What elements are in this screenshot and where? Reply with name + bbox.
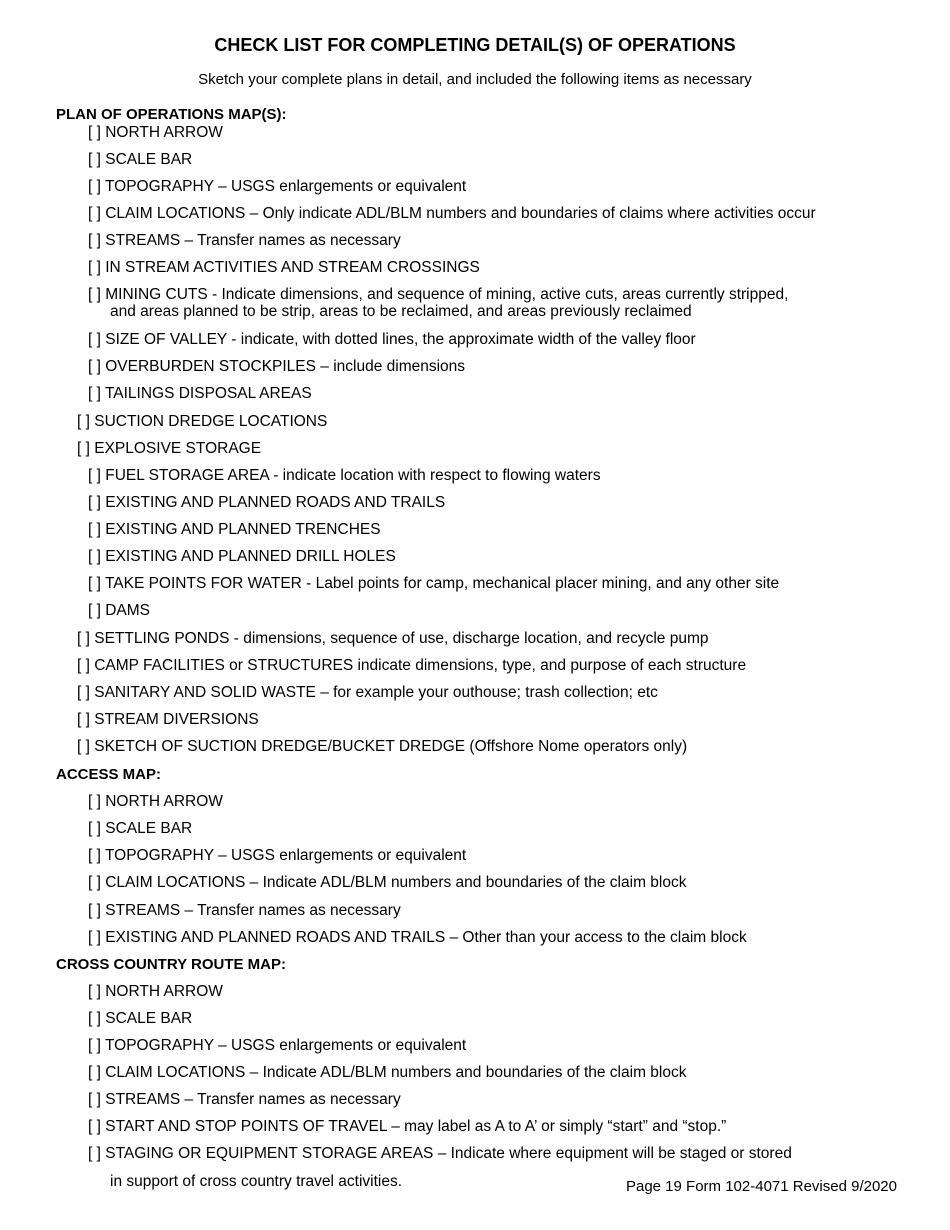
checklist-item[interactable]: [ ] SUCTION DREDGE LOCATIONS [77, 413, 328, 430]
section-heading-cross-country: CROSS COUNTRY ROUTE MAP: [56, 956, 287, 973]
checkbox[interactable]: [ ] [88, 1064, 101, 1081]
checkbox[interactable]: [ ] [77, 684, 90, 701]
checklist-item[interactable]: [ ] CLAIM LOCATIONS – Only indicate ADL/BLM numbers and boundaries of claims where activities occur [88, 205, 816, 222]
checkbox[interactable]: [ ] [88, 1037, 101, 1054]
checkbox[interactable]: [ ] [88, 1010, 101, 1027]
section-heading-plan: PLAN OF OPERATIONS MAP(S): [56, 106, 287, 123]
checklist-item[interactable]: [ ] EXISTING AND PLANNED ROADS AND TRAILS – Other than your access to the claim block [88, 929, 747, 946]
checkbox[interactable]: [ ] [88, 929, 101, 946]
page-subtitle: Sketch your complete plans in detail, and included the following items as necessary [198, 71, 752, 88]
checklist-item[interactable]: [ ] STREAMS – Transfer names as necessary [88, 1091, 401, 1108]
checkbox[interactable]: [ ] [88, 124, 101, 141]
checkbox[interactable]: [ ] [88, 467, 101, 484]
checkbox[interactable]: [ ] [77, 738, 90, 755]
checkbox[interactable]: [ ] [77, 630, 90, 647]
checklist-item[interactable]: [ ] IN STREAM ACTIVITIES AND STREAM CROSSINGS [88, 259, 480, 276]
checklist-item[interactable]: [ ] SCALE BAR [88, 820, 193, 837]
checkbox[interactable]: [ ] [88, 793, 101, 810]
checklist-item[interactable]: [ ] CLAIM LOCATIONS – Indicate ADL/BLM numbers and boundaries of the claim block [88, 1064, 687, 1081]
checklist-item[interactable]: [ ] NORTH ARROW [88, 124, 223, 141]
section-heading-access: ACCESS MAP: [56, 766, 162, 783]
checkbox[interactable]: [ ] [88, 385, 101, 402]
checklist-item[interactable]: [ ] TAKE POINTS FOR WATER - Label points for camp, mechanical placer mining, and any other site [88, 575, 780, 592]
checkbox[interactable]: [ ] [88, 874, 101, 891]
checkbox[interactable]: [ ] [88, 820, 101, 837]
checkbox[interactable]: [ ] [88, 521, 101, 538]
checklist-item[interactable]: [ ] SCALE BAR [88, 1010, 193, 1027]
checklist-item[interactable]: [ ] EXISTING AND PLANNED TRENCHES [88, 521, 381, 538]
checkbox[interactable]: [ ] [88, 358, 101, 375]
checkbox[interactable]: [ ] [88, 205, 101, 222]
checkbox[interactable]: [ ] [88, 1091, 101, 1108]
checkbox[interactable]: [ ] [88, 286, 101, 303]
checklist-item[interactable]: [ ] STAGING OR EQUIPMENT STORAGE AREAS – Indicate where equipment will be staged or stored [88, 1145, 792, 1162]
checklist-item[interactable]: [ ] MINING CUTS - Indicate dimensions, and sequence of mining, active cuts, areas currently stripped, and areas planned to be strip, areas to be reclaimed, and areas previously reclaimed [88, 286, 789, 320]
checkbox[interactable]: [ ] [77, 413, 90, 430]
checkbox[interactable]: [ ] [88, 331, 101, 348]
checklist-item[interactable]: [ ] NORTH ARROW [88, 983, 223, 1000]
checklist-item[interactable]: [ ] NORTH ARROW [88, 793, 223, 810]
checkbox[interactable]: [ ] [88, 548, 101, 565]
checklist-item[interactable]: [ ] STREAMS – Transfer names as necessary [88, 902, 401, 919]
checklist-item[interactable]: [ ] SCALE BAR [88, 151, 193, 168]
checkbox[interactable]: [ ] [88, 259, 101, 276]
checklist-item[interactable]: [ ] EXISTING AND PLANNED DRILL HOLES [88, 548, 396, 565]
checkbox[interactable]: [ ] [88, 847, 101, 864]
checkbox[interactable]: [ ] [77, 711, 90, 728]
checkbox[interactable]: [ ] [88, 1118, 101, 1135]
checkbox[interactable]: [ ] [88, 494, 101, 511]
checklist-item[interactable]: [ ] TOPOGRAPHY – USGS enlargements or equivalent [88, 1037, 467, 1054]
checklist-item[interactable]: [ ] SANITARY AND SOLID WASTE – for example your outhouse; trash collection; etc [77, 684, 658, 701]
checklist-item[interactable]: [ ] EXISTING AND PLANNED ROADS AND TRAILS [88, 494, 446, 511]
checkbox[interactable]: [ ] [88, 602, 101, 619]
checklist-item[interactable]: [ ] FUEL STORAGE AREA - indicate location with respect to flowing waters [88, 467, 601, 484]
checklist-item[interactable]: [ ] OVERBURDEN STOCKPILES – include dimensions [88, 358, 466, 375]
checklist-item[interactable]: [ ] TAILINGS DISPOSAL AREAS [88, 385, 312, 402]
checklist-item[interactable]: [ ] TOPOGRAPHY – USGS enlargements or equivalent [88, 847, 467, 864]
checklist-item[interactable]: [ ] CLAIM LOCATIONS – Indicate ADL/BLM numbers and boundaries of the claim block [88, 874, 687, 891]
checklist-item[interactable]: [ ] START AND STOP POINTS OF TRAVEL – may label as A to A’ or simply “start” and “stop.” [88, 1118, 727, 1135]
checkbox[interactable]: [ ] [88, 1145, 101, 1162]
checklist-item[interactable]: [ ] EXPLOSIVE STORAGE [77, 440, 262, 457]
page-footer: Page 19 Form 102-4071 Revised 9/2020 [625, 1178, 897, 1195]
checklist-item[interactable]: [ ] STREAM DIVERSIONS [77, 711, 259, 728]
checklist-item[interactable]: [ ] SETTLING PONDS - dimensions, sequence of use, discharge location, and recycle pump [77, 630, 709, 647]
checkbox[interactable]: [ ] [88, 983, 101, 1000]
checklist-item[interactable]: [ ] DAMS [88, 602, 151, 619]
checklist-item[interactable]: [ ] SIZE OF VALLEY - indicate, with dotted lines, the approximate width of the valley floor [88, 331, 696, 348]
checklist-item[interactable]: [ ] STREAMS – Transfer names as necessary [88, 232, 401, 249]
checkbox[interactable]: [ ] [88, 232, 101, 249]
page-title: CHECK LIST FOR COMPLETING DETAIL(S) OF OPERATIONS [214, 35, 736, 55]
checklist-item[interactable]: [ ] CAMP FACILITIES or STRUCTURES indicate dimensions, type, and purpose of each structure [77, 657, 747, 674]
checklist-item[interactable]: [ ] SKETCH OF SUCTION DREDGE/BUCKET DREDGE (Offshore Nome operators only) [77, 738, 688, 755]
checkbox[interactable]: [ ] [88, 575, 101, 592]
checkbox[interactable]: [ ] [77, 440, 90, 457]
checklist-item[interactable]: [ ] TOPOGRAPHY – USGS enlargements or equivalent [88, 178, 467, 195]
checkbox[interactable]: [ ] [77, 657, 90, 674]
checkbox[interactable]: [ ] [88, 151, 101, 168]
checkbox[interactable]: [ ] [88, 902, 101, 919]
checkbox[interactable]: [ ] [88, 178, 101, 195]
checklist-item-continuation: in support of cross country travel activities. [110, 1173, 403, 1190]
